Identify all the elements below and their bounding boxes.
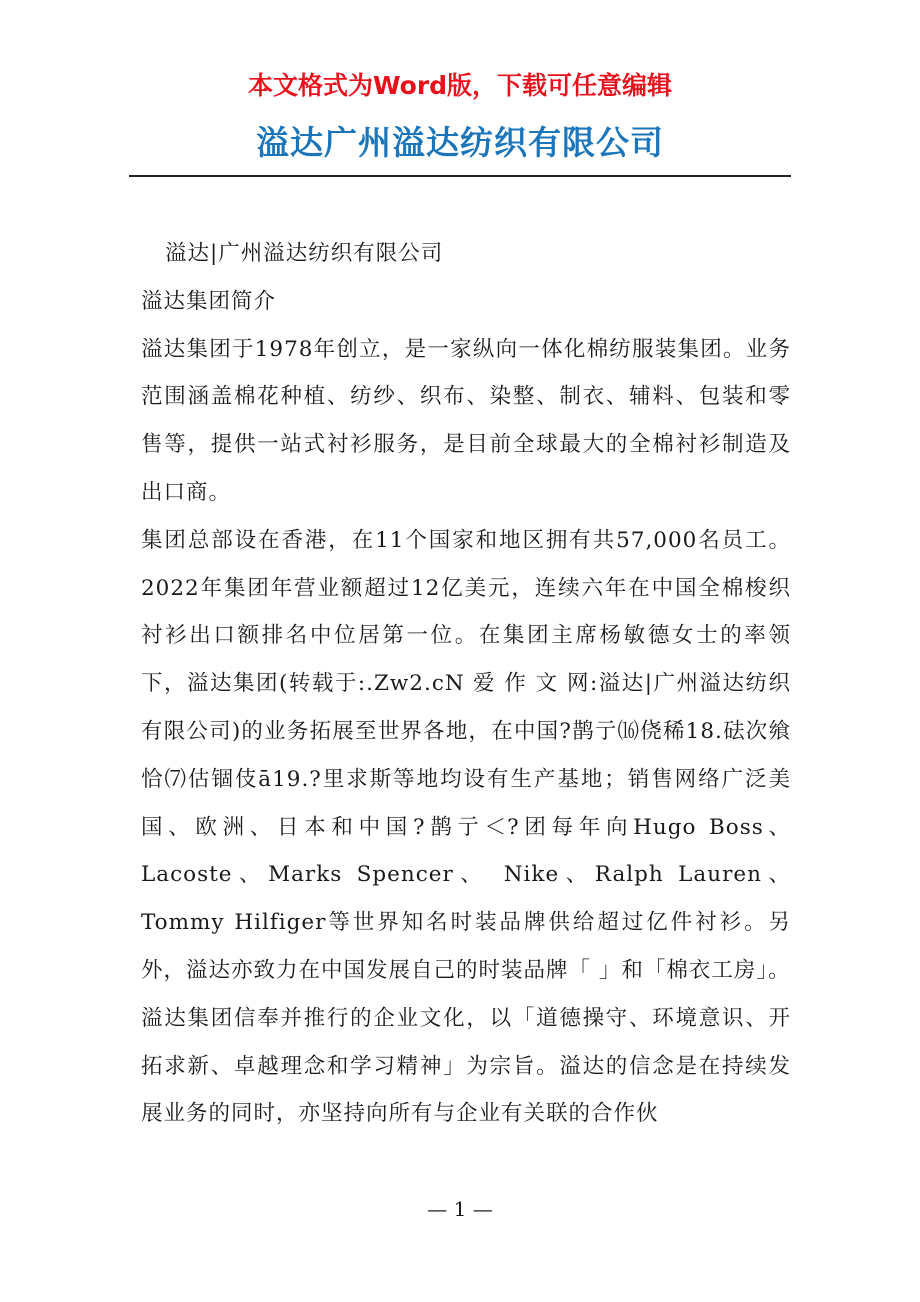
body-paragraph: 溢达集团信奉并推行的企业文化，以「道德操守、环境意识、开拓求新、卓越理念和学习精神」为宗旨。溢达的信念是在持续发展业务的同时，亦坚持向所有与企业有关联的合作伙 xyxy=(141,1005,791,1127)
body-paragraph: 溢达集团于1978年创立，是一家纵向一体化棉纺服装集团。业务范围涵盖棉花种植、纺纱、织布、染整、制衣、辅料、包装和零售等，提供一站式衬衫服务，是目前全球最大的全棉衬衫制造及出口商。 xyxy=(141,336,791,505)
body-paragraph: 集团总部设在香港，在11个国家和地区拥有共57,000名员工。2022年集团年营业额超过12亿美元，连续六年在中国全棉梭织衬衫出口额排名中位居第一位。在集团主席杨敏德女士的率领下，溢达集团(转载于:.Zw2.cN 爱 作 文 网:溢达|广州溢达纺织有限公司)的业务拓展至世界各地，在中国?鹊亍⒃侥稀18.砝次飨恰⑺估锢伎ā19.?里求斯等地均设有生产基地；销售网络广泛美国、欧洲、日本和中国?鹊亍＜?团每年向Hugo Boss、Lacoste、Marks Spencer、 Nike、Ralph Lauren、Tommy Hilfiger等世界知名时装品牌供给超过亿件衬衫。另外，溢达亦致力在中国发展自己的时装品牌「 」和「棉衣工房」。 xyxy=(141,527,791,983)
intro-line: 溢达|广州溢达纺织有限公司 xyxy=(165,241,444,266)
format-notice: 本文格式为Word版，下载可任意编辑 xyxy=(247,71,673,100)
section-heading: 溢达集团简介 xyxy=(141,288,277,314)
header-divider xyxy=(129,175,791,177)
document-title: 溢达广州溢达纺织有限公司 xyxy=(256,123,664,162)
page-number: — 1 — xyxy=(427,1197,493,1221)
document-body xyxy=(141,230,791,1138)
